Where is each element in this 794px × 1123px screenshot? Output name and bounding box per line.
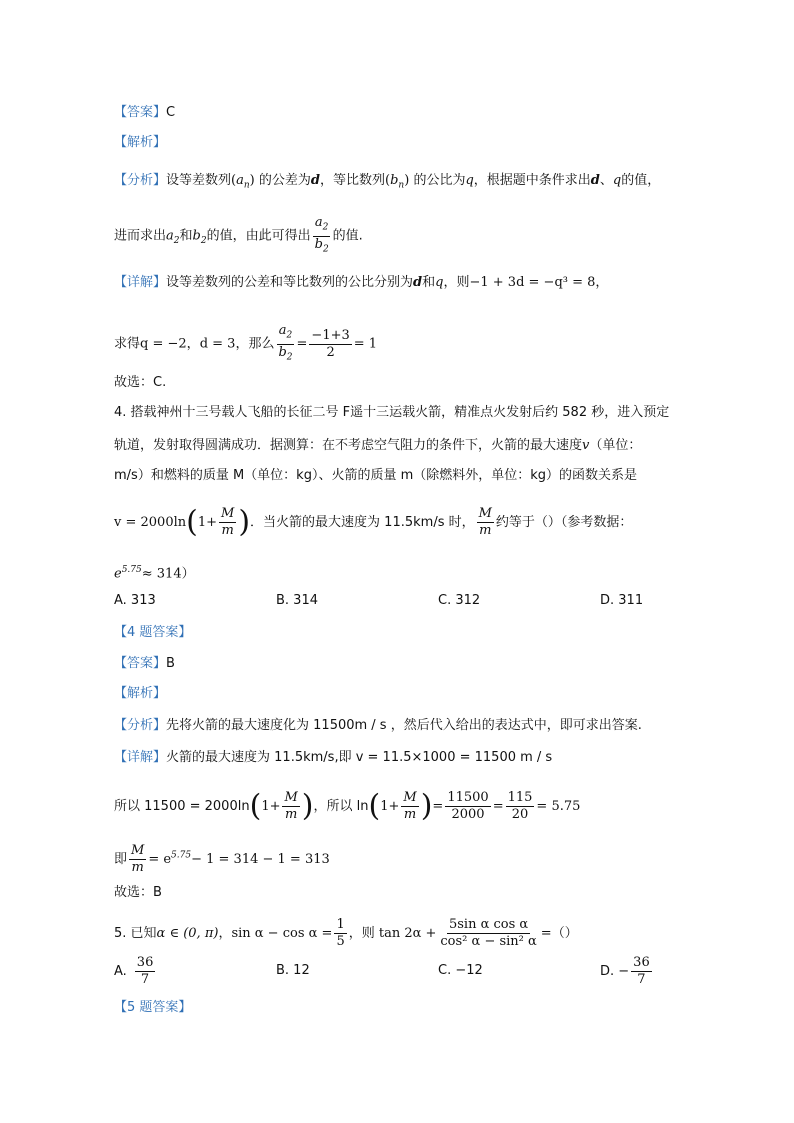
q5-option-d: D. − $\frac{36}{7}$ <box>600 955 650 987</box>
q3-choice: 故选：C. <box>114 375 167 390</box>
q4-stem-line3: m/s）和燃料的质量 M（单位：kg）、火箭的质量 m（除燃料外，单位：kg）的函数关系是 <box>114 468 638 483</box>
q3-fenxi-line2: 进而求出$a_2$和$b_2$的值，由此可得出 $\frac{a_2}{b_2}$ 的值. <box>114 215 363 257</box>
q4-stem-line5: $e^{5.75}\approx 314$） <box>114 565 195 582</box>
q5-option-b: B. 12 <box>276 963 310 978</box>
q4-analysis-tag: 【解析】 <box>114 686 167 701</box>
q4-option-a: A. 313 <box>114 593 156 608</box>
answer-value: C <box>166 105 176 120</box>
a2-over-b2: $\frac{a_2}{b_2}$ <box>314 215 329 255</box>
q4-ji-line: 即 $\frac{M}{m}$ = $e^{5.75}- 1 = 314 - 1 = 313$ <box>114 843 330 875</box>
q3-detail-line: 【详解】设等差数列的公差和等比数列的公比分别为d和q，则−1 + 3d = −q³ = 8， <box>114 275 609 290</box>
q4-fenxi-line: 【分析】先将火箭的最大速度化为 11500m / s ，然后代入给出的表达式中，即可求出答案. <box>114 718 642 733</box>
q5-option-c: C. −12 <box>438 963 483 978</box>
q4-answer-line: 【答案】B <box>114 656 175 671</box>
q3-detail-line2: 求得q = −2，d = 3，那么 $\frac{a_2}{b_2}$ = $\frac{-1+3}{2}$ = 1 <box>114 323 378 363</box>
q3-fenxi-line: 【分析】设等差数列$(a_n)$ 的公差为d，等比数列$(b_n)$ 的公比为q，根据题中条件求出d、q的值， <box>114 173 661 191</box>
q4-answer-header: 【4 题答案】 <box>114 625 192 640</box>
q5-option-a: A. $\frac{36}{7}$ <box>114 955 154 987</box>
q4-option-d: D. 311 <box>600 593 644 608</box>
q4-detail-line: 【详解】火箭的最大速度为 11.5km/s,即 v = 11.5×1000 = 11500 m / s <box>114 750 553 765</box>
q4-so-line: 所以 11500 = 2000ln(1+ $\frac{M}{m}$ )，所以 ln(1+ $\frac{M}{m}$ )= $\frac{11500}{2000}$ = $\frac{115}{20}$ = 5.75 <box>114 788 581 824</box>
q4-stem-line1: 4. 搭载神州十三号载人飞船的长征二号 F遥十三运载火箭，精准点火发射后约 582 秒，进入预定 <box>114 405 670 420</box>
q4-choice: 故选：B <box>114 885 162 900</box>
q5-stem: 5. 已知α ∈ (0, π)，sin α − cos α = $\frac{1}{5}$ ，则 tan 2α + $\frac{\text{5sin α cos α}}{\text{cos² α − sin² α}}$ =（） <box>114 917 578 949</box>
q4-stem-line4: v = 2000ln(1+ $\frac{M}{m}$ )．当火箭的最大速度为 11.5km/s 时， $\frac{M}{m}$ 约等于（）（参考数据： <box>114 504 633 540</box>
q4-option-c: C. 312 <box>438 593 481 608</box>
q4-stem-line2: 轨道，发射取得圆满成功．据测算：在不考虑空气阻力的条件下，火箭的最大速度v（单位： <box>114 438 642 453</box>
q5-answer-header: 【5 题答案】 <box>114 1000 192 1015</box>
answer-tag: 【答案】 <box>114 105 167 120</box>
q3-answer-line <box>114 104 175 122</box>
q3-analysis-tag: 【解析】 <box>114 135 167 150</box>
q4-option-b: B. 314 <box>276 593 318 608</box>
